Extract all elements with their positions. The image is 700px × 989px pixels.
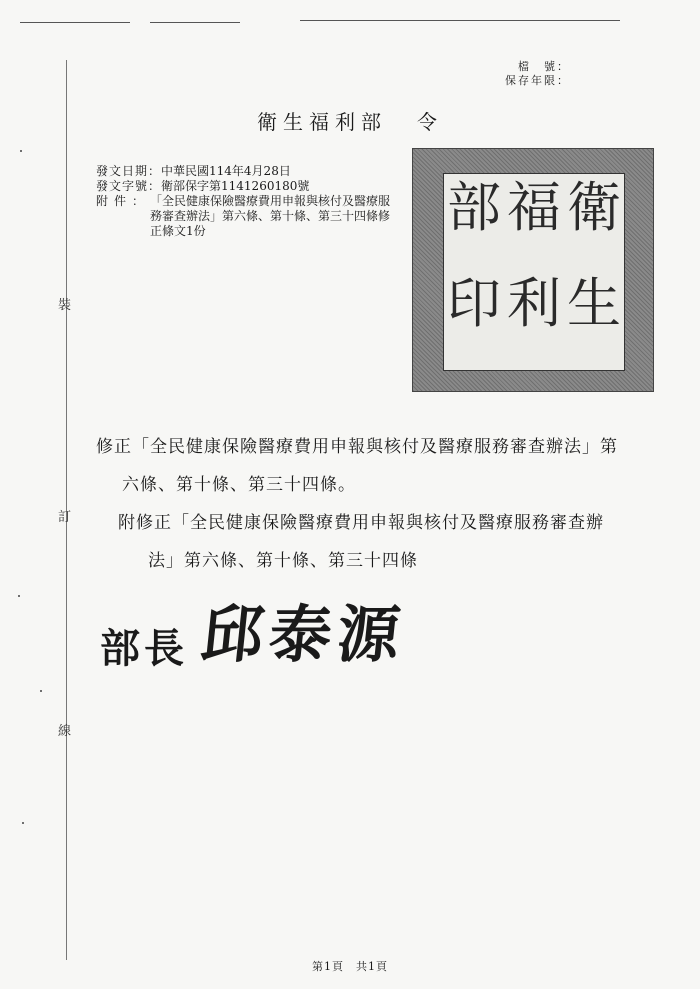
binding-char-zhuang: 裝 (58, 298, 72, 313)
document-type: 令 (417, 110, 443, 134)
official-seal (412, 148, 654, 392)
binding-char-ding: 訂 (58, 510, 72, 525)
seal-glyph: 部 (447, 176, 501, 239)
signature-name: 邱泰源 (197, 598, 410, 671)
seal-glyph: 生 (567, 272, 621, 335)
attachment-text-line-2: 法」第六條、第十條、第三十四條 (148, 551, 418, 571)
minister-signature (100, 585, 410, 674)
scan-speck (40, 690, 42, 692)
seal-inner-frame (443, 173, 625, 371)
signature-title: 部長 (100, 625, 188, 672)
reference-number-value: 衛部保字第1141260180號 (161, 179, 310, 193)
scan-top-line (300, 20, 620, 21)
reference-number-row (96, 179, 396, 194)
attachment-text-line-1: 附修正「全民健康保險醫療費用申報與核付及醫療服務審查辦 (118, 513, 604, 533)
scan-speck (18, 595, 20, 597)
agency-name: 衛生福利部 (257, 110, 387, 134)
issue-date-row (96, 164, 396, 179)
retention-period-label: 保存年限： (505, 74, 570, 87)
seal-glyph: 印 (447, 272, 501, 335)
scan-top-line (20, 22, 130, 23)
seal-glyph: 衛 (567, 176, 621, 239)
scan-top-line (150, 22, 240, 23)
issue-date-label: 發文日期： (96, 164, 162, 178)
file-meta (505, 60, 570, 88)
scan-speck (20, 150, 22, 152)
attachment-row (96, 194, 396, 239)
attachment-label: 附件： (96, 194, 151, 208)
issue-date-value: 中華民國114年4月28日 (161, 164, 291, 178)
file-number-label: 檔 號： (518, 60, 570, 73)
seal-glyph: 福 (507, 176, 561, 239)
document-meta (96, 164, 396, 239)
order-text-line-1: 修正「全民健康保險醫療費用申報與核付及醫療服務審查辦法」第 (96, 437, 618, 457)
seal-glyph: 利 (507, 272, 561, 335)
document-title (0, 106, 700, 135)
attachment-value: 「全民健康保險醫療費用申報與核付及醫療服務審查辦法」第六條、第十條、第三十四條修正條文1份 (150, 194, 391, 238)
scan-speck (22, 822, 24, 824)
order-text-line-2: 六條、第十條、第三十四條。 (122, 475, 356, 495)
page-number: 第1頁 共1頁 (312, 960, 388, 973)
reference-number-label: 發文字號： (96, 179, 162, 193)
binding-char-xian: 線 (58, 724, 72, 739)
